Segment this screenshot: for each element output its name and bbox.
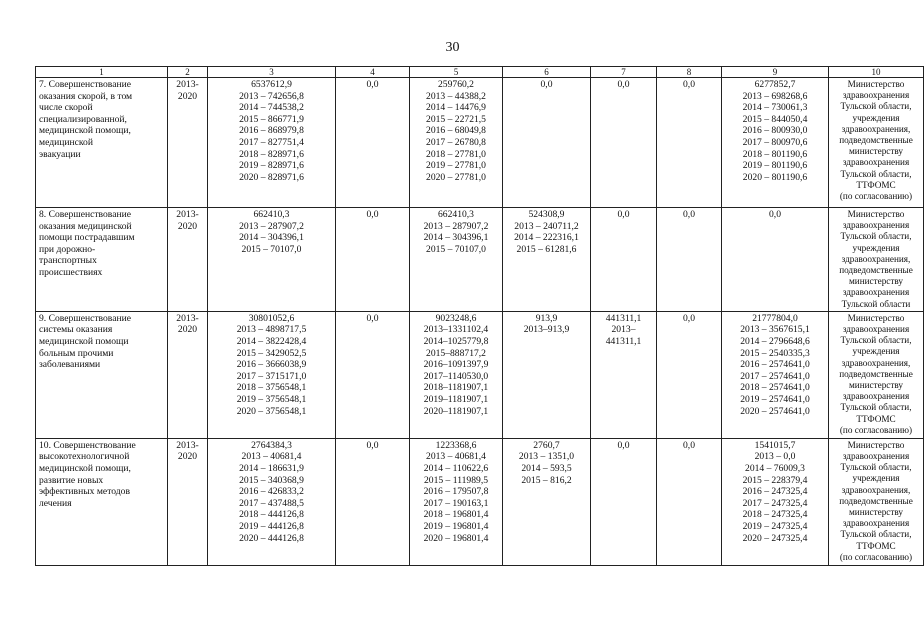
page-number: 30 (445, 40, 460, 55)
cell-line: 2760,7 (533, 439, 560, 451)
cell-line: медицинской помощи, (39, 463, 131, 475)
cell-line: министерству (848, 380, 904, 391)
table-row (36, 311, 924, 438)
cell-line: 2016 – 426833,2 (239, 486, 304, 498)
table-row (36, 78, 924, 208)
cell-line: 2013 – 4898717,5 (236, 324, 307, 336)
table-row (36, 208, 924, 312)
cell-line: 9023248,6 (435, 312, 477, 324)
cell-line: (по согласованию) (839, 424, 913, 435)
cell-line: 2020–1181907,1 (423, 405, 489, 417)
activity-name-cell (36, 311, 168, 438)
header-cell: 10 (829, 67, 924, 78)
cell-line: 2019 – 196801,4 (423, 520, 489, 532)
cell-line: ТТФОМС (856, 540, 896, 551)
cell-line: 2015 – 228379,4 (742, 474, 808, 486)
table-row (36, 438, 924, 565)
cell-line: 2017 – 827751,4 (239, 136, 304, 148)
cell-line: 8. Совершенствование (39, 209, 131, 220)
federal-funding-cell (336, 311, 410, 438)
total-funding-cell (208, 311, 336, 438)
cell-line: 2015 – 3429052,5 (236, 347, 307, 359)
cell-line: 2018 – 196801,4 (423, 509, 489, 521)
cell-line: 913,9 (535, 312, 558, 324)
cell-line: здравоохранения, (841, 357, 911, 368)
cell-line: 2016 – 68049,8 (426, 125, 486, 137)
cell-line: здравоохранения (842, 157, 910, 168)
cell-line: 2013- (176, 439, 199, 451)
cell-line: 2019–1181907,1 (423, 393, 489, 405)
cell-line: 2014 – 3822428,4 (236, 336, 307, 348)
cell-line: Тульской области, (840, 402, 912, 413)
cell-line: 2019 – 2574641,0 (740, 393, 810, 405)
cell-line: транспортных (39, 255, 97, 267)
cell-line: 2016 – 247325,4 (742, 486, 808, 498)
cell-line: 2016 – 868979,8 (239, 125, 304, 137)
cell-line: 2020 – 2574641,0 (740, 405, 810, 417)
cell-line: здравоохранения (842, 287, 910, 298)
cell-line: здравоохранения, (841, 253, 911, 264)
cell-line: 0,0 (366, 312, 379, 324)
cell-line: учреждения (852, 346, 900, 357)
period-cell (168, 438, 208, 565)
regional-funding-cell (410, 438, 503, 565)
cell-line: 2014–1025779,8 (423, 336, 489, 348)
cell-line: 2019 – 247325,4 (742, 520, 808, 532)
header-row (36, 67, 924, 78)
cell-line: 2013 – 287907,2 (239, 220, 304, 232)
cell-line: 2014 – 730061,3 (742, 102, 808, 114)
cell-line: 21777804,0 (752, 312, 798, 324)
cell-line: 2020 (177, 451, 198, 463)
cell-line: 0,0 (683, 312, 695, 324)
cell-line: 2015 – 22721,5 (426, 113, 486, 125)
cell-line: Министерство (847, 312, 905, 323)
cell-line: 2013- (176, 79, 199, 90)
cell-line: больным прочими (39, 347, 114, 359)
cell-line: 2015 – 844050,4 (742, 113, 808, 125)
cell-line: 2017 – 800970,6 (742, 136, 808, 148)
cell-line: 2013 – 287907,2 (423, 220, 489, 232)
cell-line: здравоохранения, (841, 484, 911, 495)
cell-line: 2018 – 444126,8 (239, 509, 304, 521)
cell-line: 2018 – 3756548,1 (236, 382, 307, 394)
cell-line: здравоохранения (842, 220, 910, 231)
cell-line: медицинской помощи, (39, 125, 131, 137)
cell-line: при дорожно- (39, 243, 96, 255)
cell-line: 2020 – 828971,6 (239, 171, 304, 183)
cell-line: здравоохранения (842, 451, 910, 462)
cell-line: 2014 – 2796648,6 (740, 336, 810, 348)
column-8-cell (657, 438, 722, 565)
cell-line: 2016 – 2574641,0 (740, 359, 810, 371)
cell-line: 0,0 (769, 209, 781, 220)
cell-line: 7. Совершенствование (39, 79, 131, 90)
column-7-cell (591, 438, 657, 565)
cell-line: 2013–1331102,4 (423, 324, 489, 336)
cell-line: 2019 – 444126,8 (239, 520, 304, 532)
cell-line: 0,0 (617, 209, 630, 220)
column-6-cell (503, 78, 591, 208)
cell-line: 2020 – 801190,6 (742, 171, 808, 183)
cell-line: 6277852,7 (754, 79, 796, 90)
header-cell: 2 (168, 67, 208, 78)
column-6-cell (503, 311, 591, 438)
header-cell: 6 (503, 67, 591, 78)
cell-line: 2013 – 3567615,1 (740, 324, 810, 336)
cell-line: 2018 – 2574641,0 (740, 382, 810, 394)
cell-line: 0,0 (366, 439, 379, 451)
cell-line: 10. Совершенствование (39, 439, 136, 451)
cell-line: здравоохранения (842, 90, 910, 101)
cell-line: Тульской области, (840, 168, 912, 179)
executor-cell (829, 208, 924, 312)
cell-line: подведомственные (839, 368, 913, 379)
cell-line: Тульской области, (840, 462, 912, 473)
cell-line: учреждения (852, 242, 900, 253)
cell-line: 0,0 (540, 79, 553, 90)
executor-cell (829, 311, 924, 438)
cell-line: оказания скорой, в том (39, 90, 133, 102)
cell-line: подведомственные (839, 135, 913, 146)
cell-line: эвакуации (39, 148, 81, 160)
cell-line: 2013- (176, 312, 199, 324)
cell-line: 2020 – 247325,4 (742, 532, 808, 544)
cell-line: 0,0 (366, 209, 379, 220)
cell-line: 524308,9 (528, 209, 565, 220)
cell-line: 0,0 (683, 79, 695, 90)
cell-line: здравоохранения (842, 324, 910, 335)
cell-line: 0,0 (683, 209, 695, 220)
cell-line: учреждения (852, 112, 900, 123)
cell-line: министерству (848, 276, 904, 287)
cell-line: 2020 – 196801,4 (423, 532, 489, 544)
cell-line: 2013 – 240711,2 (514, 220, 579, 232)
cell-line: 2018 – 247325,4 (742, 509, 808, 521)
cell-line: оказания медицинской (39, 220, 132, 232)
column-6-cell (503, 208, 591, 312)
period-cell (168, 208, 208, 312)
cell-line: Тульской области, (840, 101, 912, 112)
cell-line: подведомственные (839, 265, 913, 276)
cell-line: 259760,2 (438, 79, 474, 90)
regional-funding-cell (410, 78, 503, 208)
cell-line: 441311,1 (605, 312, 642, 324)
cell-line: 2020 – 444126,8 (239, 532, 304, 544)
cell-line: медицинской (39, 136, 93, 148)
cell-line: 2013 – 44388,2 (426, 90, 486, 102)
cell-line: 2013 – 1351,0 (518, 451, 575, 463)
cell-line: 2017 – 437488,5 (239, 497, 304, 509)
cell-line: 2013 – 40681,4 (241, 451, 302, 463)
cell-line: 2018 – 27781,0 (426, 148, 486, 160)
column-7-cell (591, 78, 657, 208)
cell-line: (по согласованию) (839, 191, 913, 202)
cell-line: числе скорой (39, 102, 93, 114)
cell-line: 2014 – 222316,1 (514, 232, 579, 244)
cell-line: 2014 – 186631,9 (239, 463, 304, 475)
cell-line: 0,0 (617, 79, 630, 90)
regional-funding-cell (410, 208, 503, 312)
federal-funding-cell (336, 438, 410, 565)
cell-line: Тульской области, (840, 529, 912, 540)
cell-line: 2017–1140530,0 (423, 370, 489, 382)
cell-line: министерству (848, 146, 904, 157)
total-funding-cell (208, 78, 336, 208)
cell-line: 662410,3 (438, 209, 474, 220)
federal-funding-cell (336, 78, 410, 208)
cell-line: Тульской области (841, 298, 911, 309)
cell-line: Министерство (847, 209, 905, 219)
cell-line: 2014 – 304396,1 (423, 232, 489, 244)
cell-line: 2015 – 340368,9 (239, 474, 304, 486)
cell-line: 2019 – 3756548,1 (236, 393, 307, 405)
column-9-cell (722, 208, 829, 312)
federal-funding-cell (336, 208, 410, 312)
cell-line: специализированной, (39, 113, 127, 125)
executor-cell (829, 438, 924, 565)
column-6-cell (503, 438, 591, 565)
column-9-cell (722, 78, 829, 208)
total-funding-cell (208, 208, 336, 312)
header-cell: 9 (722, 67, 829, 78)
cell-line: 662410,3 (253, 209, 290, 220)
cell-line: 2014 – 304396,1 (239, 232, 304, 244)
cell-line: 2013 – 40681,4 (426, 451, 486, 463)
cell-line: 2020 (177, 220, 198, 232)
cell-line: министерству (848, 507, 904, 518)
cell-line: 2019 – 801190,6 (742, 160, 808, 172)
cell-line: 2019 – 828971,6 (239, 160, 304, 172)
cell-line: 2020 – 27781,0 (426, 171, 486, 183)
total-funding-cell (208, 438, 336, 565)
cell-line: 2020 – 3756548,1 (236, 405, 307, 417)
header-cell: 8 (657, 67, 722, 78)
column-8-cell (657, 208, 722, 312)
header-cell: 3 (208, 67, 336, 78)
cell-line: 2013 – 0,0 (754, 451, 796, 463)
cell-line: 2015 – 61281,6 (516, 243, 577, 255)
cell-line: лечения (39, 497, 72, 509)
cell-line: 2013- (176, 209, 199, 220)
cell-line: ТТФОМС (856, 179, 896, 190)
cell-line: 2014 – 744538,2 (239, 102, 304, 114)
cell-line: 2019 – 27781,0 (426, 160, 486, 172)
cell-line: здравоохранения (842, 391, 910, 402)
cell-line: здравоохранения (842, 518, 910, 529)
column-8-cell (657, 311, 722, 438)
cell-line: 9. Совершенствование (39, 312, 131, 324)
funding-table (35, 66, 924, 566)
cell-line: 2018–1181907,1 (423, 382, 489, 394)
cell-line: эффективных методов (39, 486, 130, 498)
cell-line: 1541015,7 (754, 439, 796, 451)
column-9-cell (722, 438, 829, 565)
header-cell: 7 (591, 67, 657, 78)
cell-line: 2016–1091397,9 (423, 359, 489, 371)
cell-line: 2014 – 14476,9 (426, 102, 486, 114)
executor-cell (829, 78, 924, 208)
cell-line: Тульской области, (840, 335, 912, 346)
activity-name-cell (36, 78, 168, 208)
cell-line: (по согласованию) (839, 551, 913, 562)
period-cell (168, 311, 208, 438)
cell-line: 1223368,6 (435, 439, 477, 451)
cell-line: 2020 (177, 90, 198, 102)
header-cell: 5 (410, 67, 503, 78)
cell-line: 2015 – 2540335,3 (740, 347, 810, 359)
cell-line: 2017 – 2574641,0 (740, 370, 810, 382)
cell-line: 2020 (177, 324, 198, 336)
cell-line: 2013 – 742656,8 (239, 90, 304, 102)
cell-line: медицинской помощи (39, 336, 129, 348)
cell-line: здравоохранения, (841, 123, 911, 134)
cell-line: ТТФОМС (856, 413, 896, 424)
cell-line: 2017 – 3715171,0 (236, 370, 307, 382)
cell-line: 2017 – 247325,4 (742, 497, 808, 509)
cell-line: 2015 – 866771,9 (239, 113, 304, 125)
cell-line: 2014 – 110622,6 (423, 463, 489, 475)
column-9-cell (722, 311, 829, 438)
cell-line: 2017 – 190163,1 (423, 497, 489, 509)
cell-line: 2016 – 179507,8 (423, 486, 489, 498)
cell-line: 6537612,9 (251, 79, 292, 90)
activity-name-cell (36, 208, 168, 312)
header-cell: 4 (336, 67, 410, 78)
cell-line: 2015 – 70107,0 (426, 243, 486, 255)
cell-line: 2013– (611, 324, 636, 336)
cell-line: помощи пострадавшим (39, 232, 135, 244)
activity-name-cell (36, 438, 168, 565)
cell-line: Министерство (847, 79, 905, 89)
cell-line: Тульской области, (840, 231, 912, 242)
cell-line: 2016 – 3666038,9 (236, 359, 307, 371)
cell-line: развитие новых (39, 474, 104, 486)
cell-line: 2018 – 801190,6 (742, 148, 808, 160)
cell-line: 2014 – 593,5 (521, 463, 572, 475)
cell-line: 0,0 (683, 439, 695, 451)
cell-line: Министерство (847, 439, 905, 450)
cell-line: 2015–888717,2 (426, 347, 486, 359)
cell-line: 0,0 (617, 439, 630, 451)
column-7-cell (591, 311, 657, 438)
cell-line: 2013 – 698268,6 (742, 90, 808, 102)
cell-line: системы оказания (39, 324, 113, 336)
header-cell: 1 (36, 67, 168, 78)
period-cell (168, 78, 208, 208)
cell-line: 2015 – 816,2 (521, 474, 572, 486)
cell-line: происшествиях (39, 266, 103, 278)
cell-line: высокотехнологичной (39, 451, 130, 463)
cell-line: 2764384,3 (251, 439, 292, 451)
column-7-cell (591, 208, 657, 312)
cell-line: учреждения (852, 473, 900, 484)
cell-line: подведомственные (839, 495, 913, 506)
cell-line: 2016 – 800930,0 (742, 125, 808, 137)
cell-line: 441311,1 (605, 336, 642, 348)
cell-line: 2015 – 70107,0 (241, 243, 302, 255)
cell-line: 2017 – 26780,8 (426, 136, 486, 148)
cell-line: 2015 – 111989,5 (423, 474, 489, 486)
cell-line: 2013–913,9 (523, 324, 570, 336)
regional-funding-cell (410, 311, 503, 438)
cell-line: 0,0 (366, 79, 379, 90)
cell-line: 30801052,6 (248, 312, 295, 324)
cell-line: заболеваниями (39, 359, 101, 371)
column-8-cell (657, 78, 722, 208)
cell-line: 2014 – 76009,3 (745, 463, 805, 475)
cell-line: 2018 – 828971,6 (239, 148, 304, 160)
